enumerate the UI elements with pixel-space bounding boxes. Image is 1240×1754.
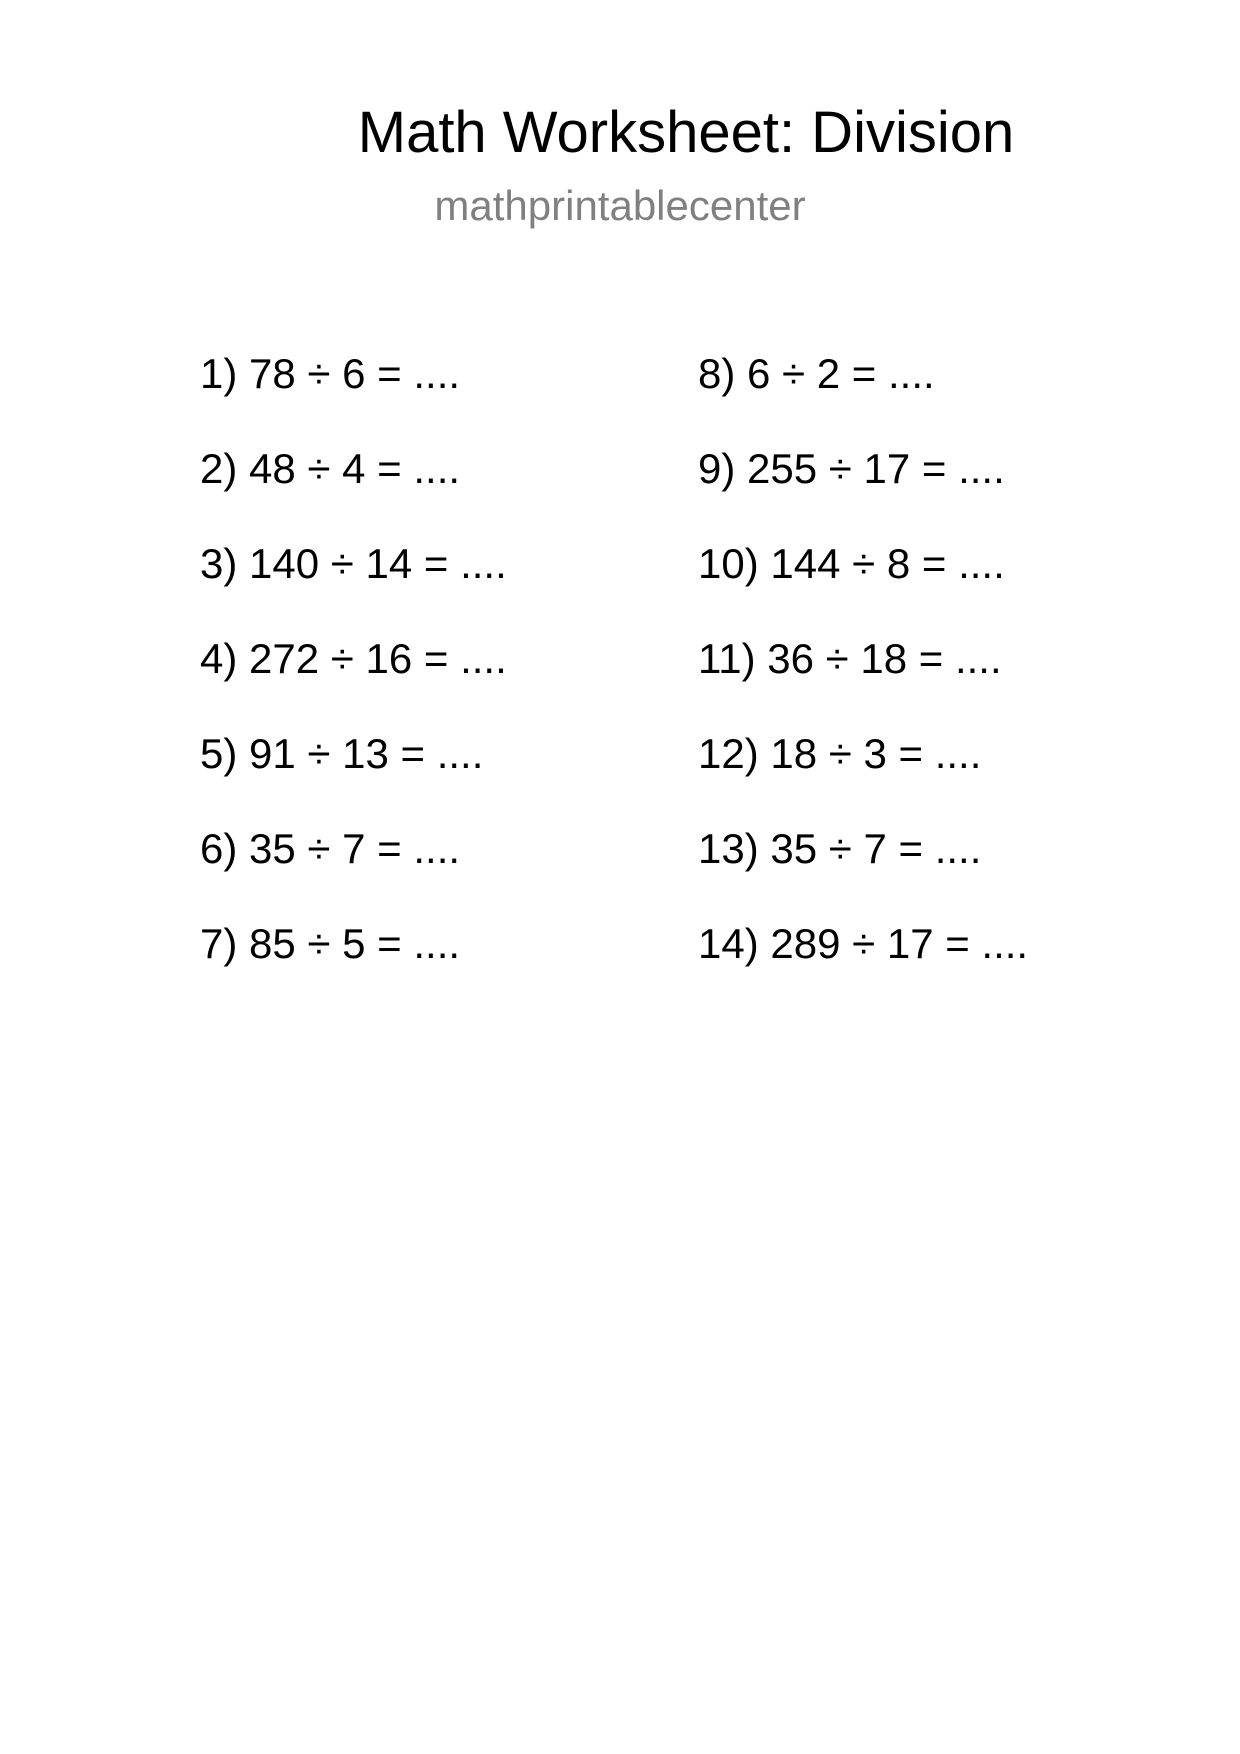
problem-number: 3) bbox=[200, 540, 238, 587]
problem-expression: 140 ÷ 14 = .... bbox=[249, 540, 507, 587]
problem-item bbox=[200, 821, 507, 916]
problem-number: 6) bbox=[200, 825, 238, 872]
problem-number: 2) bbox=[200, 445, 238, 492]
problem-number: 9) bbox=[698, 445, 736, 492]
page-title: Math Worksheet: Division bbox=[357, 100, 1015, 165]
problem-expression: 6 ÷ 2 = .... bbox=[747, 350, 935, 397]
problem-item bbox=[698, 726, 1028, 821]
problem-item bbox=[200, 441, 507, 536]
problem-expression: 78 ÷ 6 = .... bbox=[249, 350, 461, 397]
problem-number: 14) bbox=[698, 920, 759, 967]
problem-item bbox=[200, 916, 507, 1011]
problem-expression: 35 ÷ 7 = .... bbox=[770, 825, 982, 872]
problem-number: 4) bbox=[200, 635, 238, 682]
problem-expression: 144 ÷ 8 = .... bbox=[770, 540, 1005, 587]
problem-item bbox=[200, 536, 507, 631]
page-subtitle: mathprintablecenter bbox=[434, 182, 806, 229]
problem-item bbox=[698, 821, 1028, 916]
problem-expression: 35 ÷ 7 = .... bbox=[249, 825, 461, 872]
problem-item bbox=[698, 536, 1028, 631]
problem-item bbox=[200, 631, 507, 726]
problem-expression: 91 ÷ 13 = .... bbox=[249, 730, 484, 777]
problem-item bbox=[200, 346, 507, 441]
problem-expression: 18 ÷ 3 = .... bbox=[770, 730, 982, 777]
problem-number: 7) bbox=[200, 920, 238, 967]
problem-number: 11) bbox=[698, 635, 756, 682]
problem-expression: 36 ÷ 18 = .... bbox=[767, 635, 1002, 682]
problem-number: 8) bbox=[698, 350, 736, 397]
problem-item bbox=[698, 916, 1028, 1011]
problem-expression: 85 ÷ 5 = .... bbox=[249, 920, 461, 967]
problem-number: 13) bbox=[698, 825, 759, 872]
problem-list-left bbox=[200, 346, 507, 1011]
problem-number: 12) bbox=[698, 730, 759, 777]
problem-item bbox=[698, 346, 1028, 441]
problem-number: 1) bbox=[200, 350, 238, 397]
problem-number: 5) bbox=[200, 730, 238, 777]
problem-number: 10) bbox=[698, 540, 759, 587]
problem-expression: 255 ÷ 17 = .... bbox=[747, 445, 1005, 492]
problem-list-right bbox=[698, 346, 1028, 1011]
problem-expression: 272 ÷ 16 = .... bbox=[249, 635, 507, 682]
problem-expression: 48 ÷ 4 = .... bbox=[249, 445, 461, 492]
problem-item bbox=[698, 631, 1028, 726]
problem-item bbox=[698, 441, 1028, 536]
problem-expression: 289 ÷ 17 = .... bbox=[770, 920, 1029, 967]
problem-item bbox=[200, 726, 507, 821]
